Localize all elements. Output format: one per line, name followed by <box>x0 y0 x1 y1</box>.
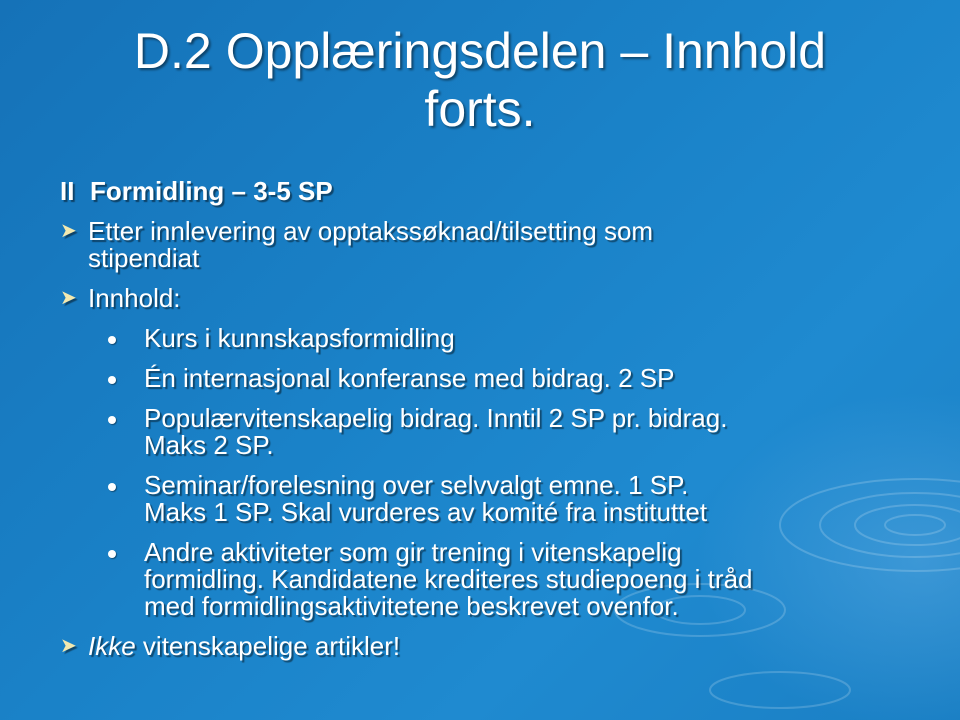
bullet-item <box>60 633 920 660</box>
arrow-right-icon: ➤ <box>60 635 77 657</box>
sub-bullet-text-line: Seminar/forelesning over selvvalgt emne. 1 SP. <box>144 470 689 500</box>
bullet-dot-icon <box>108 336 116 344</box>
sub-bullet-item <box>60 325 920 352</box>
title-line-2: forts. <box>424 81 536 137</box>
sub-bullet-text-line: Andre aktiviteter som gir trening i vitenskapelig <box>144 537 682 567</box>
bullet-dot-icon <box>108 416 116 424</box>
bullet-item <box>60 285 920 312</box>
bullet-text-line: stipendiat <box>88 243 200 273</box>
emphasis-text: Ikke <box>88 631 136 661</box>
bullet-text-line <box>88 633 920 660</box>
title-text: Opplæringsdelen – Innhold <box>225 23 827 79</box>
sub-bullet-text-line: Maks 2 SP. <box>144 430 274 460</box>
sub-bullet-text-line: med formidlingsaktivitetene beskrevet ovenfor. <box>144 591 679 621</box>
sub-bullet-item <box>60 365 920 392</box>
bullet-dot-icon <box>108 550 116 558</box>
sub-bullet-text-line: Maks 1 SP. Skal vurderes av komité fra instituttet <box>144 497 708 527</box>
title-number: D.2 <box>133 23 212 79</box>
bullet-text: vitenskapelige artikler! <box>135 631 401 661</box>
sub-bullet-item <box>60 472 920 526</box>
bullet-text-line: Innhold: <box>88 283 181 313</box>
arrow-right-icon: ➤ <box>60 287 77 309</box>
sub-bullet-text-line: Én internasjonal konferanse med bidrag. 2 SP <box>144 363 675 393</box>
sub-bullet-text-line: formidling. Kandidatene krediteres studiepoeng i tråd <box>144 564 753 594</box>
sub-bullet-item <box>60 405 920 459</box>
bullet-text-line: Etter innlevering av opptakssøknad/tilsetting som <box>88 216 654 246</box>
sub-bullet-text-line: Populærvitenskapelig bidrag. Inntil 2 SP pr. bidrag. <box>144 403 728 433</box>
title-line-1 <box>0 22 960 80</box>
bullet-item <box>60 218 920 272</box>
section-heading <box>60 178 920 205</box>
sub-bullet-item <box>60 539 920 620</box>
slide-body <box>60 178 920 673</box>
bullet-dot-icon <box>108 483 116 491</box>
arrow-right-icon: ➤ <box>60 220 77 242</box>
slide-title <box>0 22 960 138</box>
bullet-dot-icon <box>108 376 116 384</box>
section-roman-numeral: II <box>60 176 75 206</box>
sub-bullet-text-line: Kurs i kunnskapsformidling <box>144 323 455 353</box>
section-heading-text: Formidling – 3-5 SP <box>90 176 333 206</box>
